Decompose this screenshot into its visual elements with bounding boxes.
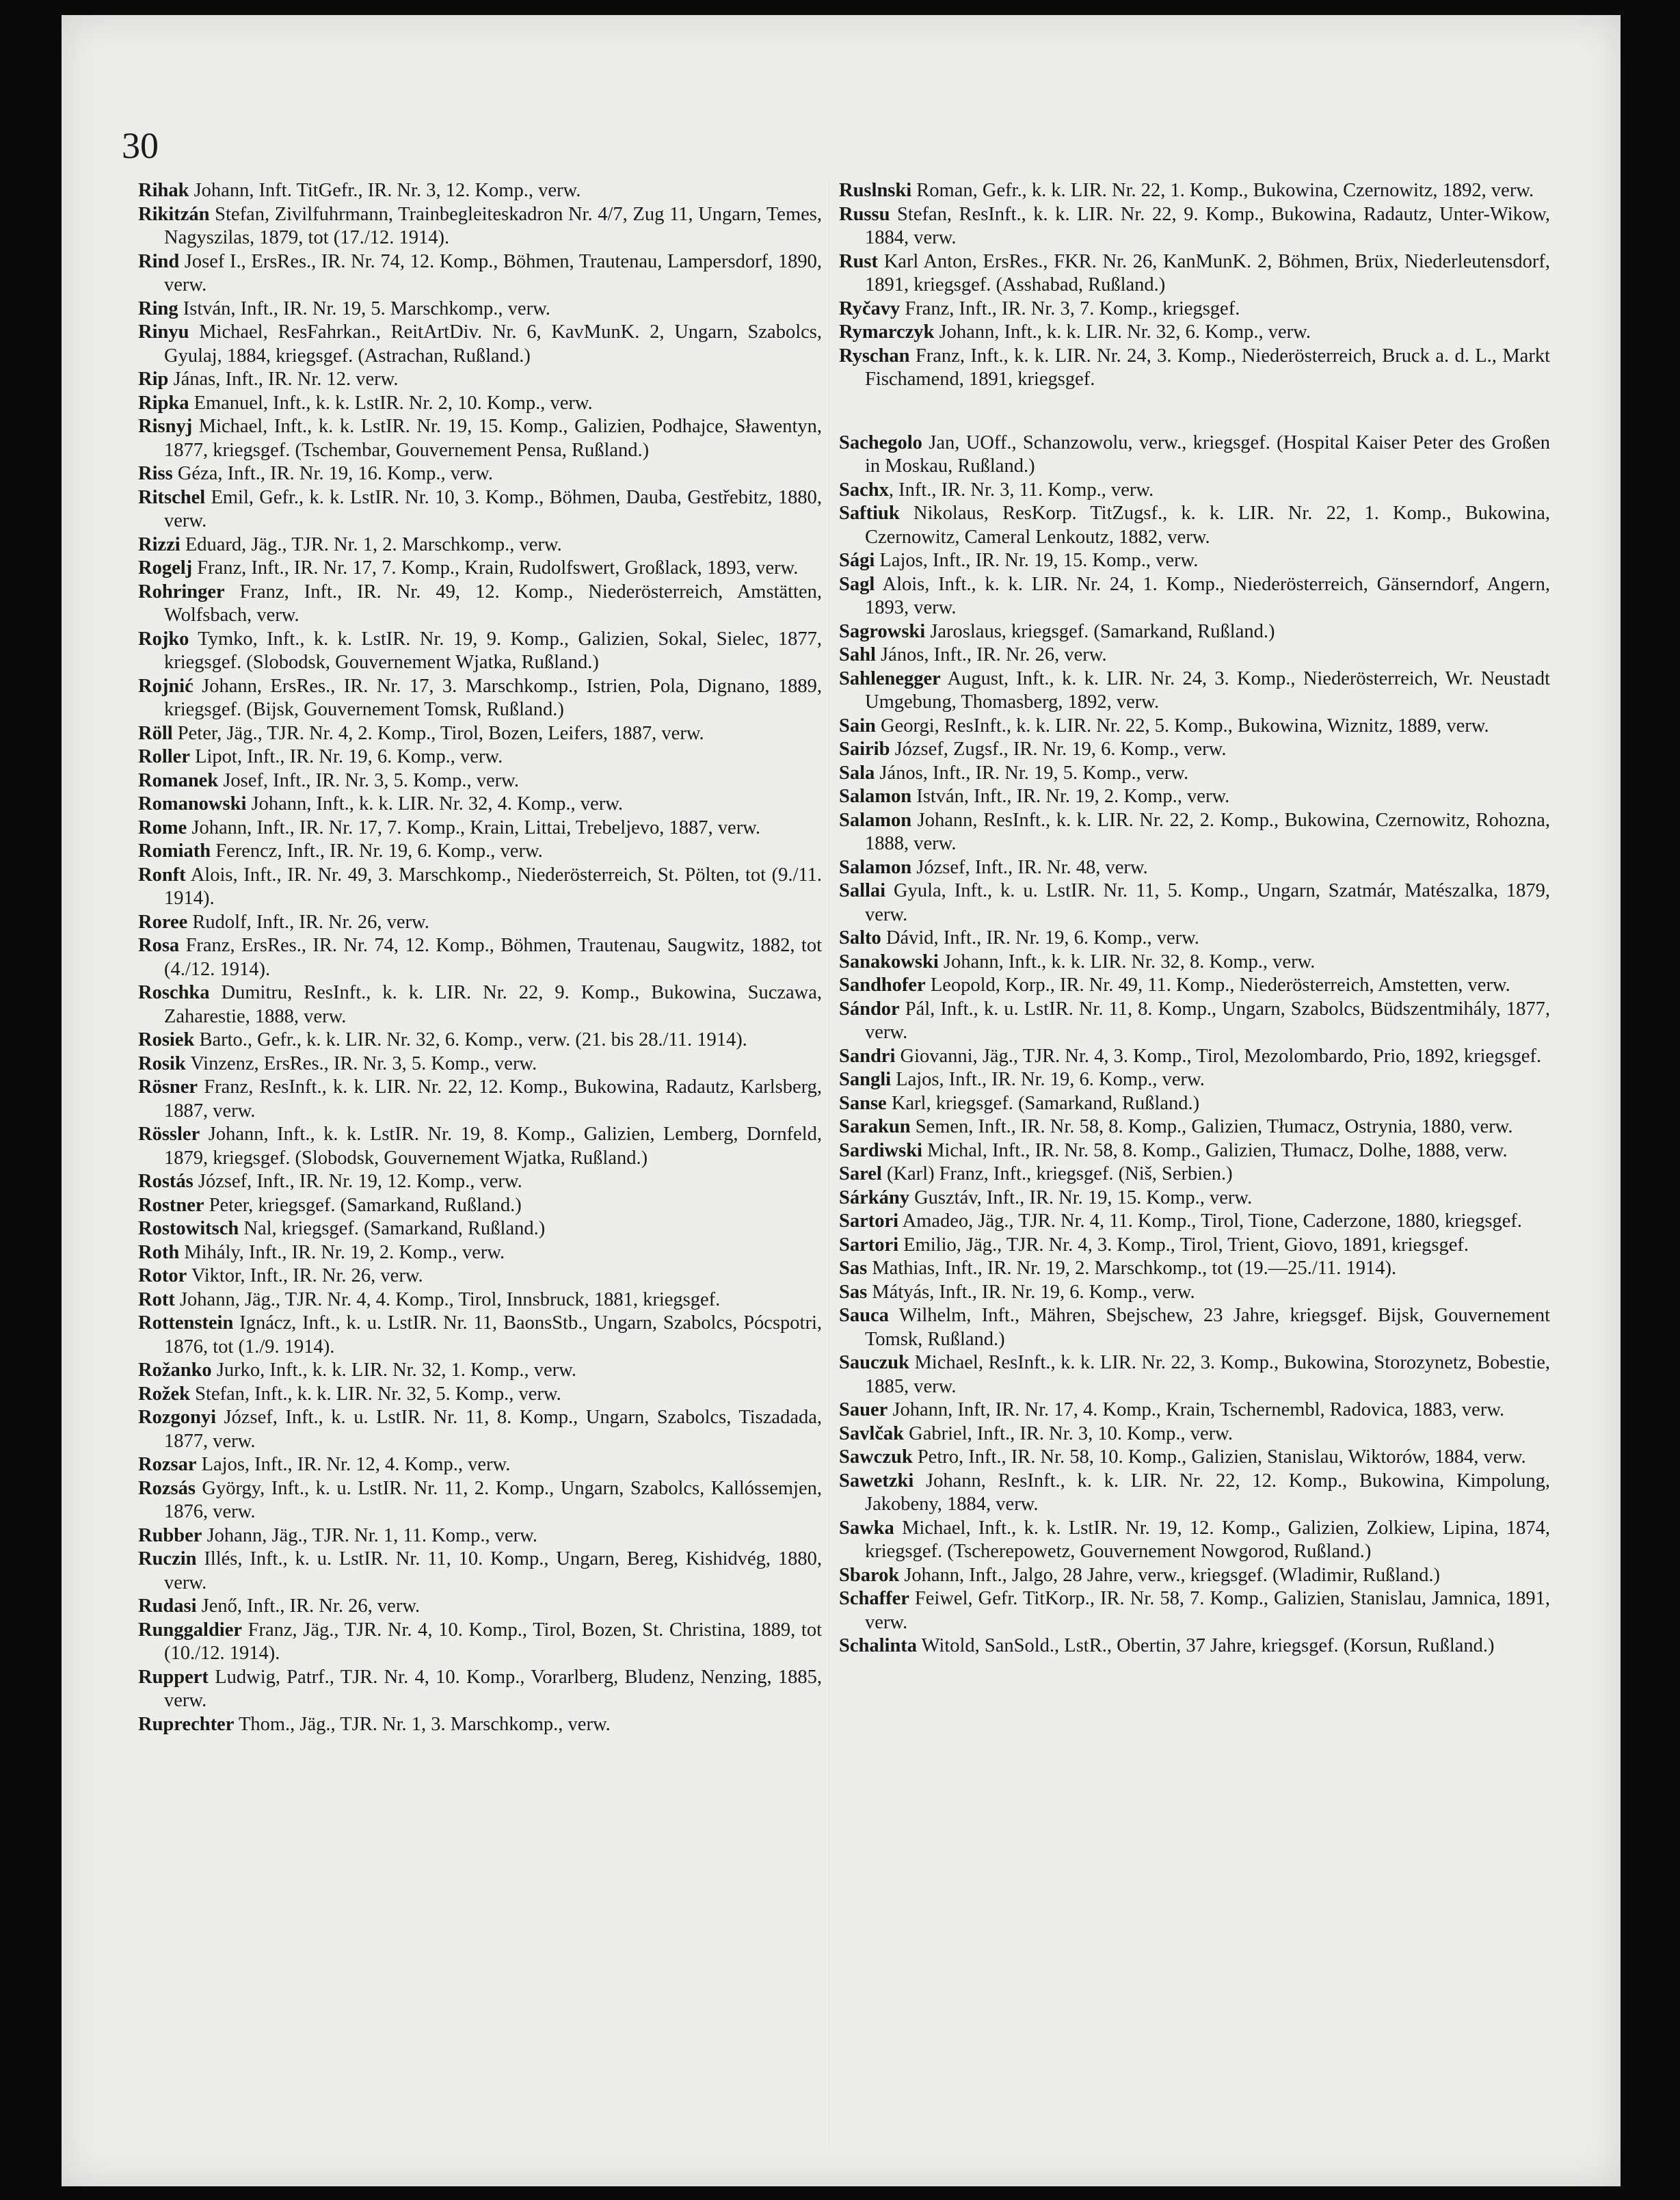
entry-details: Franz, Jäg., TJR. Nr. 4, 10. Komp., Tirol, Bozen, St. Christina, 1889, tot (10./12. 1914).	[164, 1619, 822, 1664]
right-column-r-entries	[839, 179, 1550, 392]
entry-surname: Riss	[138, 463, 173, 484]
entry-details: Emilio, Jäg., TJR. Nr. 4, 3. Komp., Tirol, Trient, Giovo, 1891, kriegsgef.	[898, 1234, 1469, 1256]
entry-surname: Rostner	[138, 1194, 204, 1216]
casualty-entry	[138, 1123, 822, 1170]
casualty-entry	[839, 432, 1550, 479]
casualty-entry	[138, 1241, 822, 1265]
entry-details: Johann, Inft., IR. Nr. 17, 7. Komp., Krain, Littai, Trebeljevo, 1887, verw.	[187, 817, 761, 838]
casualty-entry	[138, 1595, 822, 1619]
casualty-entry	[138, 817, 822, 840]
entry-surname: Rozgonyi	[138, 1407, 216, 1428]
entry-details: Dumitru, ResInft., k. k. LIR. Nr. 22, 9. Komp., Bukowina, Suczawa, Zaharestie, 1888, verw.	[164, 982, 822, 1027]
entry-surname: Ryčavy	[839, 297, 901, 319]
entry-details: Georgi, ResInft., k. k. LIR. Nr. 22, 5. Komp., Bukowina, Wiznitz, 1889, verw.	[875, 715, 1489, 737]
casualty-entry	[138, 557, 822, 581]
entry-details: Franz, Inft., IR. Nr. 49, 12. Komp., Niederösterreich, Amstätten, Wolfsbach, verw.	[164, 581, 822, 626]
entry-surname: Rinyu	[138, 321, 189, 343]
casualty-entry	[839, 345, 1550, 392]
right-column-s-entries	[839, 432, 1550, 1658]
entry-surname: Rožanko	[138, 1360, 212, 1381]
entry-surname: Ruppert	[138, 1666, 209, 1688]
entry-surname: Runggaldier	[138, 1619, 243, 1641]
entry-details: Tymko, Inft., k. k. LstIR. Nr. 19, 9. Komp., Galizien, Sokal, Sielec, 1877, kriegsgef. (Slobodsk, Gouvernement Wjatka, Rußland.)	[164, 628, 822, 673]
entry-surname: Rösner	[138, 1076, 198, 1098]
casualty-entry	[839, 951, 1550, 975]
entry-surname: Sbarok	[839, 1564, 900, 1586]
entry-details: Johann, Jäg., TJR. Nr. 4, 4. Komp., Tirol, Innsbruck, 1881, kriegsgef.	[174, 1288, 721, 1310]
entry-surname: Rosiek	[138, 1029, 195, 1050]
entry-details: Johann, ResInft., k. k. LIR. Nr. 22, 2. Komp., Bukowina, Czernowitz, Rohozna, 1888, verw.	[865, 809, 1550, 854]
entry-surname: Roth	[138, 1241, 180, 1263]
entry-details: Jánas, Inft., IR. Nr. 12. verw.	[168, 369, 399, 390]
entry-details: Jan, UOff., Schanzowolu, verw., kriegsgef. (Hospital Kaiser Peter des Großen in Moskau, Rußland.)	[865, 432, 1550, 477]
casualty-entry	[839, 927, 1550, 951]
entry-surname: Sairib	[839, 739, 890, 760]
page-number: 30	[122, 125, 159, 166]
casualty-entry	[138, 486, 822, 533]
entry-details: Ignácz, Inft., k. u. LstIR. Nr. 11, BaonsStb., Ungarn, Szabolcs, Pócspotri, 1876, tot (1./9. 1914).	[164, 1312, 822, 1357]
entry-surname: Ryschan	[839, 345, 910, 367]
entry-surname: Rudasi	[138, 1595, 197, 1617]
casualty-entry	[839, 1446, 1550, 1470]
entry-details: Nikolaus, ResKorp. TitZugsf., k. k. LIR. Nr. 22, 1. Komp., Bukowina, Czernowitz, Cameral Lenkoutz, 1882, verw.	[865, 503, 1550, 548]
entry-surname: Saftiuk	[839, 503, 900, 524]
entry-details: Semen, Inft., IR. Nr. 58, 8. Komp., Galizien, Tłumacz, Ostrynia, 1880, verw.	[910, 1116, 1513, 1137]
casualty-entry	[138, 203, 822, 250]
entry-surname: Rožek	[138, 1383, 190, 1405]
entry-surname: Sárkány	[839, 1187, 909, 1208]
entry-surname: Rome	[138, 817, 187, 838]
entry-surname: Risnyj	[138, 416, 193, 437]
casualty-entry	[839, 1634, 1550, 1658]
entry-details: József, Zugsf., IR. Nr. 19, 6. Komp., verw.	[890, 739, 1227, 760]
entry-surname: Rostás	[138, 1171, 194, 1192]
entry-surname: Rojko	[138, 628, 189, 650]
entry-details: Stefan, Zivilfuhrmann, Trainbegleiteskadron Nr. 4/7, Zug 11, Ungarn, Temes, Nagyszilas, 1879, tot (17./12. 1914).	[164, 203, 822, 248]
entry-details: József, Inft., k. u. LstIR. Nr. 11, 8. Komp., Ungarn, Szabolcs, Tiszadada, 1877, verw.	[164, 1407, 822, 1452]
casualty-entry	[138, 1666, 822, 1713]
casualty-entry	[138, 1713, 822, 1737]
entry-details: Johann, Jäg., TJR. Nr. 1, 11. Komp., verw.	[202, 1524, 537, 1546]
casualty-entry	[839, 715, 1550, 739]
casualty-entry	[138, 1453, 822, 1477]
casualty-entry	[138, 1264, 822, 1288]
entry-details: Gusztáv, Inft., IR. Nr. 19, 15. Komp., verw.	[909, 1187, 1253, 1208]
casualty-entry	[138, 1548, 822, 1595]
entry-details: Feiwel, Gefr. TitKorp., IR. Nr. 58, 7. Komp., Galizien, Stanislau, Jamnica, 1891, verw.	[865, 1588, 1550, 1633]
entry-details: Franz, ErsRes., IR. Nr. 74, 12. Komp., Böhmen, Trautenau, Saugwitz, 1882, tot (4./12. 1914).	[164, 935, 822, 980]
entry-details: , Inft., IR. Nr. 3, 11. Komp., verw.	[888, 479, 1154, 501]
entry-surname: Sawczuk	[839, 1446, 913, 1468]
casualty-entry	[138, 415, 822, 462]
entry-surname: Rosik	[138, 1052, 186, 1074]
casualty-entry	[138, 462, 822, 486]
entry-surname: Sardiwski	[839, 1139, 922, 1161]
casualty-entry	[839, 1304, 1550, 1351]
entry-details: Michael, ResInft., k. k. LIR. Nr. 22, 3. Komp., Bukowina, Storozynetz, Bobestie, 1885, verw.	[865, 1352, 1550, 1397]
casualty-entry	[138, 981, 822, 1029]
entry-details: Michael, Inft., k. k. LstIR. Nr. 19, 15. Komp., Galizien, Podhajce, Sławentyn, 1877, kriegsgef. (Tschembar, Gouvernement Pensa, Rußland.)	[164, 416, 822, 461]
entry-details: Karl, kriegsgef. (Samarkand, Rußland.)	[886, 1092, 1200, 1114]
entry-details: Gabriel, Inft., IR. Nr. 3, 10. Komp., verw.	[904, 1422, 1234, 1444]
entry-details: Giovanni, Jäg., TJR. Nr. 4, 3. Komp., Tirol, Mezolombardo, Prio, 1892, kriegsgef.	[895, 1045, 1542, 1067]
entry-details: Johann, ResInft., k. k. LIR. Nr. 22, 12. Komp., Bukowina, Kimpolung, Jakobeny, 1884, verw.	[865, 1470, 1550, 1515]
entry-details: János, Inft., IR. Nr. 26, verw.	[875, 644, 1107, 665]
casualty-entry	[839, 998, 1550, 1045]
casualty-entry	[839, 1115, 1550, 1139]
casualty-entry	[839, 1234, 1550, 1258]
entry-surname: Sahl	[839, 644, 876, 665]
casualty-entry	[138, 864, 822, 911]
entry-details: Petro, Inft., IR. Nr. 58, 10. Komp., Galizien, Stanislau, Wiktorów, 1884, verw.	[912, 1446, 1526, 1468]
entry-surname: Sartori	[839, 1210, 899, 1232]
casualty-entry	[839, 479, 1550, 503]
entry-details: Michal, Inft., IR. Nr. 58, 8. Komp., Galizien, Tłumacz, Dolhe, 1888, verw.	[922, 1139, 1508, 1161]
casualty-entry	[138, 1383, 822, 1407]
casualty-entry	[839, 738, 1550, 762]
entry-surname: Rojnić	[138, 675, 194, 697]
casualty-entry	[138, 934, 822, 981]
entry-surname: Sandri	[839, 1045, 896, 1067]
entry-details: Thom., Jäg., TJR. Nr. 1, 3. Marschkomp., verw.	[234, 1713, 611, 1735]
casualty-entry	[138, 297, 822, 321]
entry-surname: Rizzi	[138, 533, 181, 555]
entry-surname: Sagl	[839, 573, 875, 595]
casualty-entry	[839, 321, 1550, 345]
entry-details: Gyula, Inft., k. u. LstIR. Nr. 11, 5. Komp., Ungarn, Szatmár, Matészalka, 1879, verw.	[865, 880, 1550, 925]
entry-surname: Sain	[839, 715, 876, 737]
entry-details: Lajos, Inft., IR. Nr. 19, 6. Komp., verw.	[891, 1069, 1205, 1090]
entry-details: Ferencz, Inft., IR. Nr. 19, 6. Komp., verw.	[211, 840, 543, 862]
entry-surname: Ronft	[138, 864, 186, 886]
entry-surname: Rubber	[138, 1524, 202, 1546]
entry-details: Alois, Inft., IR. Nr. 49, 3. Marschkomp., Niederösterreich, St. Pölten, tot (9./11. 1914).	[164, 864, 822, 909]
entry-surname: Sartori	[839, 1234, 899, 1256]
casualty-entry	[839, 667, 1550, 715]
entry-details: Jenő, Inft., IR. Nr. 26, verw.	[196, 1595, 421, 1617]
casualty-entry	[839, 879, 1550, 927]
entry-surname: Sarakun	[839, 1116, 911, 1137]
casualty-entry	[138, 628, 822, 675]
casualty-entry	[839, 502, 1550, 549]
entry-details: Nal, kriegsgef. (Samarkand, Rußland.)	[239, 1218, 546, 1239]
scanned-page	[62, 15, 1621, 2186]
casualty-entry	[138, 250, 822, 297]
entry-surname: Sala	[839, 762, 875, 784]
entry-surname: Schalinta	[839, 1635, 918, 1656]
casualty-entry	[839, 549, 1550, 573]
entry-details: Johann, ErsRes., IR. Nr. 17, 3. Marschkomp., Istrien, Pola, Dignano, 1889, kriegsgef. (Bijsk, Gouvernement Tomsk, Rußland.)	[164, 675, 822, 720]
casualty-entry	[839, 809, 1550, 856]
entry-details: Johann, Inft., k. k. LstIR. Nr. 19, 8. Komp., Galizien, Lemberg, Dornfeld, 1879, kriegsgef. (Slobodsk, Gouvernement Wjatka, Rußland.)	[164, 1124, 822, 1169]
entry-surname: Sawetzki	[839, 1470, 914, 1492]
casualty-entry	[138, 840, 822, 864]
entry-details: Michael, ResFahrkan., ReitArtDiv. Nr. 6, KavMunK. 2, Ungarn, Szabolcs, Gyulaj, 1884, kriegsgef. (Astrachan, Rußland.)	[164, 321, 822, 367]
entry-details: Mathias, Inft., IR. Nr. 19, 2. Marschkomp., tot (19.—25./11. 1914).	[867, 1258, 1397, 1279]
entry-details: August, Inft., k. k. LIR. Nr. 24, 3. Komp., Niederösterreich, Wr. Neustadt Umgebung, Thomasberg, 1892, verw.	[865, 667, 1550, 713]
entry-details: István, Inft., IR. Nr. 19, 2. Komp., verw.	[911, 786, 1230, 807]
casualty-entry	[839, 1187, 1550, 1210]
entry-details: György, Inft., k. u. LstIR. Nr. 11, 2. Komp., Ungarn, Szabolcs, Kallóssemjen, 1876, verw.	[164, 1477, 822, 1522]
entry-details: Jurko, Inft., k. k. LIR. Nr. 32, 1. Komp., verw.	[211, 1360, 576, 1381]
entry-details: Emanuel, Inft., k. k. LstIR. Nr. 2, 10. Komp., verw.	[189, 392, 593, 414]
casualty-entry	[839, 1092, 1550, 1116]
casualty-entry	[839, 1068, 1550, 1092]
entry-surname: Roller	[138, 746, 190, 767]
casualty-entry	[138, 722, 822, 746]
casualty-entry	[839, 1139, 1550, 1163]
entry-details: Pál, Inft., k. u. LstIR. Nr. 11, 8. Komp., Ungarn, Szabolcs, Büdszentmihály, 1877, verw.	[865, 998, 1550, 1043]
entry-surname: Sahlenegger	[839, 667, 941, 689]
entry-details: József, Inft., IR. Nr. 48, verw.	[911, 856, 1148, 878]
casualty-entry	[839, 1257, 1550, 1281]
casualty-entry	[138, 1076, 822, 1123]
casualty-entry	[839, 250, 1550, 297]
entry-surname: Roschka	[138, 982, 210, 1003]
entry-details: Roman, Gefr., k. k. LIR. Nr. 22, 1. Komp., Bukowina, Czernowitz, 1892, verw.	[911, 180, 1534, 201]
casualty-entry	[839, 573, 1550, 620]
entry-details: Franz, Inft., IR. Nr. 3, 7. Komp., kriegsgef.	[900, 297, 1240, 319]
entry-surname: Sanse	[839, 1092, 887, 1114]
entry-surname: Ring	[138, 297, 178, 319]
entry-details: Michael, Inft., k. k. LstIR. Nr. 19, 12. Komp., Galizien, Zolkiew, Lipina, 1874, kriegsgef. (Tscherepowetz, Gouvernement Nowgorod, Rußland.)	[865, 1517, 1550, 1562]
entry-surname: Ritschel	[138, 486, 206, 508]
casualty-entry	[839, 1470, 1550, 1517]
casualty-entry	[138, 1052, 822, 1076]
entry-details: Franz, ResInft., k. k. LIR. Nr. 22, 12. Komp., Bukowina, Radautz, Karlsberg, 1887, verw.	[164, 1076, 822, 1122]
entry-surname: Schaffer	[839, 1588, 909, 1609]
casualty-entry	[138, 1170, 822, 1194]
entry-surname: Roree	[138, 911, 188, 933]
entry-details: Peter, kriegsgef. (Samarkand, Rußland.)	[204, 1194, 522, 1216]
entry-details: Lajos, Inft., IR. Nr. 12, 4. Komp., verw.	[196, 1454, 511, 1475]
entry-details: Josef, Inft., IR. Nr. 3, 5. Komp., verw.	[218, 769, 520, 791]
entry-details: Dávid, Inft., IR. Nr. 19, 6. Komp., verw.	[881, 927, 1199, 949]
entry-surname: Sauczuk	[839, 1352, 909, 1373]
entry-surname: Sangli	[839, 1069, 892, 1090]
entry-details: Franz, Inft., IR. Nr. 17, 7. Komp., Krain, Rudolfswert, Großlack, 1893, verw.	[192, 557, 799, 579]
entry-details: Johann, Inft, IR. Nr. 17, 4. Komp., Krain, Tschernembl, Radovica, 1883, verw.	[888, 1399, 1505, 1420]
entry-details: Mátyás, Inft., IR. Nr. 19, 6. Komp., verw.	[867, 1281, 1195, 1303]
entry-details: Johann, Inft. TitGefr., IR. Nr. 3, 12. Komp., verw.	[189, 180, 581, 201]
casualty-entry	[138, 179, 822, 203]
section-gap	[839, 392, 1550, 432]
casualty-entry	[839, 1045, 1550, 1069]
casualty-entry	[839, 1587, 1550, 1634]
entry-surname: Rott	[138, 1288, 175, 1310]
entry-surname: Rust	[839, 250, 879, 272]
entry-details: Peter, Jäg., TJR. Nr. 4, 2. Komp., Tirol, Bozen, Leifers, 1887, verw.	[172, 722, 704, 744]
entry-surname: Rogelj	[138, 557, 193, 579]
casualty-entry	[138, 368, 822, 392]
entry-details: Alois, Inft., k. k. LIR. Nr. 24, 1. Komp., Niederösterreich, Gänserndorf, Angern, 1893, verw.	[865, 573, 1550, 618]
casualty-entry	[138, 1406, 822, 1453]
entry-surname: Salto	[839, 927, 881, 949]
entry-surname: Rohringer	[138, 581, 225, 602]
entry-details: Géza, Inft., IR. Nr. 19, 16. Komp., verw.	[172, 463, 493, 484]
casualty-entry	[839, 620, 1550, 644]
casualty-entry	[138, 1312, 822, 1359]
entry-details: Josef I., ErsRes., IR. Nr. 74, 12. Komp., Böhmen, Trautenau, Lampersdorf, 1890, verw.	[164, 250, 822, 295]
entry-surname: Russu	[839, 203, 890, 225]
casualty-entry	[839, 785, 1550, 809]
entry-surname: Sanakowski	[839, 951, 939, 972]
entry-surname: Ruslnski	[839, 180, 912, 201]
entry-surname: Romanowski	[138, 793, 247, 814]
casualty-entry	[138, 321, 822, 368]
entry-details: Stefan, Inft., k. k. LIR. Nr. 32, 5. Komp., verw.	[189, 1383, 561, 1405]
entry-details: Mihály, Inft., IR. Nr. 19, 2. Komp., verw.	[179, 1241, 505, 1263]
casualty-entry	[839, 1163, 1550, 1187]
casualty-entry	[839, 203, 1550, 250]
entry-surname: Savlčak	[839, 1422, 905, 1444]
entry-surname: Rottenstein	[138, 1312, 234, 1334]
entry-details: Amadeo, Jäg., TJR. Nr. 4, 11. Komp., Tirol, Tione, Caderzone, 1880, kriegsgef.	[898, 1210, 1523, 1232]
entry-surname: Rip	[138, 369, 169, 390]
casualty-entry	[138, 533, 822, 557]
casualty-entry	[839, 1517, 1550, 1564]
entry-details: Jaroslaus, kriegsgef. (Samarkand, Rußland.)	[925, 620, 1275, 642]
entry-details: Wilhelm, Inft., Mähren, Sbejschew, 23 Jahre, kriegsgef. Bijsk, Gouvernement Tomsk, Rußland.)	[865, 1305, 1550, 1350]
casualty-entry	[138, 392, 822, 416]
entry-surname: Sági	[839, 550, 875, 571]
casualty-entry	[138, 1029, 822, 1052]
entry-details: Johann, Inft., k. k. LIR. Nr. 32, 8. Komp., verw.	[938, 951, 1316, 972]
entry-details: János, Inft., IR. Nr. 19, 5. Komp., verw.	[875, 762, 1189, 784]
casualty-entry	[839, 644, 1550, 667]
entry-details: Rudolf, Inft., IR. Nr. 26, verw.	[187, 911, 429, 933]
entry-details: Vinzenz, ErsRes., IR. Nr. 3, 5. Komp., verw.	[185, 1052, 537, 1074]
entry-details: István, Inft., IR. Nr. 19, 5. Marschkomp., verw.	[178, 297, 550, 319]
casualty-entry	[138, 1217, 822, 1241]
entry-details: Johann, Inft., Jalgo, 28 Jahre, verw., kriegsgef. (Wladimir, Rußland.)	[899, 1564, 1441, 1586]
entry-surname: Sas	[839, 1258, 868, 1279]
entry-details: Eduard, Jäg., TJR. Nr. 1, 2. Marschkomp., verw.	[180, 533, 562, 555]
entry-surname: Sas	[839, 1281, 868, 1303]
entry-details: Barto., Gefr., k. k. LIR. Nr. 32, 6. Komp., verw. (21. bis 28./11. 1914).	[194, 1029, 747, 1050]
entry-details: Johann, Inft., k. k. LIR. Nr. 32, 4. Komp., verw.	[246, 793, 624, 814]
casualty-entry	[138, 745, 822, 769]
entry-surname: Rostowitsch	[138, 1218, 239, 1239]
entry-surname: Ruprechter	[138, 1713, 235, 1735]
entry-details: Lipot, Inft., IR. Nr. 19, 6. Komp., verw.	[189, 746, 503, 767]
entry-surname: Ruczin	[138, 1548, 197, 1569]
entry-surname: Rikitzán	[138, 203, 210, 225]
casualty-entry	[839, 974, 1550, 998]
entry-surname: Salamon	[839, 786, 912, 807]
entry-details: Johann, Inft., k. k. LIR. Nr. 32, 6. Komp., verw.	[934, 321, 1311, 343]
casualty-entry	[839, 1210, 1550, 1234]
entry-surname: Salamon	[839, 856, 912, 878]
entry-surname: Salamon	[839, 809, 912, 831]
casualty-entry	[839, 1399, 1550, 1422]
entry-details: Lajos, Inft., IR. Nr. 19, 15. Komp., verw.	[875, 550, 1199, 571]
casualty-entry	[839, 1564, 1550, 1588]
entry-details: Leopold, Korp., IR. Nr. 49, 11. Komp., Niederösterreich, Amstetten, verw.	[925, 975, 1510, 996]
entry-surname: Sauer	[839, 1399, 888, 1420]
casualty-entry	[138, 793, 822, 817]
entry-details: Emil, Gefr., k. k. LstIR. Nr. 10, 3. Komp., Böhmen, Dauba, Gestřebitz, 1880, verw.	[164, 486, 822, 531]
casualty-entry	[839, 179, 1550, 203]
casualty-entry	[138, 1524, 822, 1548]
entry-surname: Sagrowski	[839, 620, 926, 642]
entry-surname: Romanek	[138, 769, 219, 791]
entry-details: Stefan, ResInft., k. k. LIR. Nr. 22, 9. Komp., Bukowina, Radautz, Unter-Wikow, 1884, verw.	[865, 203, 1550, 248]
casualty-entry	[138, 1477, 822, 1524]
entry-details: Witold, SanSold., LstR., Obertin, 37 Jahre, kriegsgef. (Korsun, Rußland.)	[917, 1635, 1495, 1656]
casualty-entry	[839, 1422, 1550, 1446]
entry-surname: Sachegolo	[839, 432, 922, 453]
entry-surname: Rihak	[138, 180, 189, 201]
casualty-entry	[138, 675, 822, 722]
casualty-entry	[839, 1351, 1550, 1399]
entry-surname: Rosa	[138, 935, 180, 956]
casualty-entry	[138, 911, 822, 935]
entry-surname: Romiath	[138, 840, 211, 862]
entry-surname: Sándor	[839, 998, 900, 1020]
entry-surname: Sawka	[839, 1517, 894, 1539]
entry-surname: Rymarczyk	[839, 321, 935, 343]
casualty-entry	[138, 1288, 822, 1312]
entry-surname: Rind	[138, 250, 180, 272]
entry-details: Karl Anton, ErsRes., FKR. Nr. 26, KanMunK. 2, Böhmen, Brüx, Niederleutensdorf, 1891, kriegsgef. (Asshabad, Rußland.)	[865, 250, 1550, 295]
right-column	[839, 179, 1550, 1658]
entry-details: Ludwig, Patrf., TJR. Nr. 4, 10. Komp., Vorarlberg, Bludenz, Nenzing, 1885, verw.	[164, 1666, 822, 1711]
entry-surname: Röll	[138, 722, 173, 744]
entry-surname: Sandhofer	[839, 975, 926, 996]
entry-surname: Rozsar	[138, 1454, 197, 1475]
entry-surname: Rössler	[138, 1124, 200, 1145]
entry-details: József, Inft., IR. Nr. 19, 12. Komp., verw.	[193, 1171, 522, 1192]
entry-surname: Sarel	[839, 1163, 882, 1184]
casualty-entry	[138, 581, 822, 628]
casualty-entry	[138, 769, 822, 793]
casualty-entry	[138, 1359, 822, 1383]
entry-surname: Sallai	[839, 880, 886, 901]
casualty-entry	[839, 297, 1550, 321]
entry-surname: Sachx	[839, 479, 889, 501]
entry-surname: Sauca	[839, 1305, 889, 1326]
casualty-entry	[138, 1194, 822, 1218]
casualty-entry	[839, 762, 1550, 786]
entry-surname: Rozsás	[138, 1477, 196, 1499]
entry-details: (Karl) Franz, Inft., kriegsgef. (Niš, Serbien.)	[881, 1163, 1233, 1184]
entry-details: Viktor, Inft., IR. Nr. 26, verw.	[187, 1265, 423, 1286]
casualty-entry	[138, 1619, 822, 1666]
entry-surname: Ripka	[138, 392, 189, 414]
casualty-entry	[839, 856, 1550, 880]
left-column	[138, 179, 822, 1736]
entry-details: Illés, Inft., k. u. LstIR. Nr. 11, 10. Komp., Ungarn, Bereg, Kishidvég, 1880, verw.	[164, 1548, 822, 1593]
entry-surname: Rotor	[138, 1265, 187, 1286]
casualty-entry	[839, 1281, 1550, 1305]
entry-details: Franz, Inft., k. k. LIR. Nr. 24, 3. Komp., Niederösterreich, Bruck a. d. L., Markt Fischamend, 1891, kriegsgef.	[865, 345, 1550, 390]
